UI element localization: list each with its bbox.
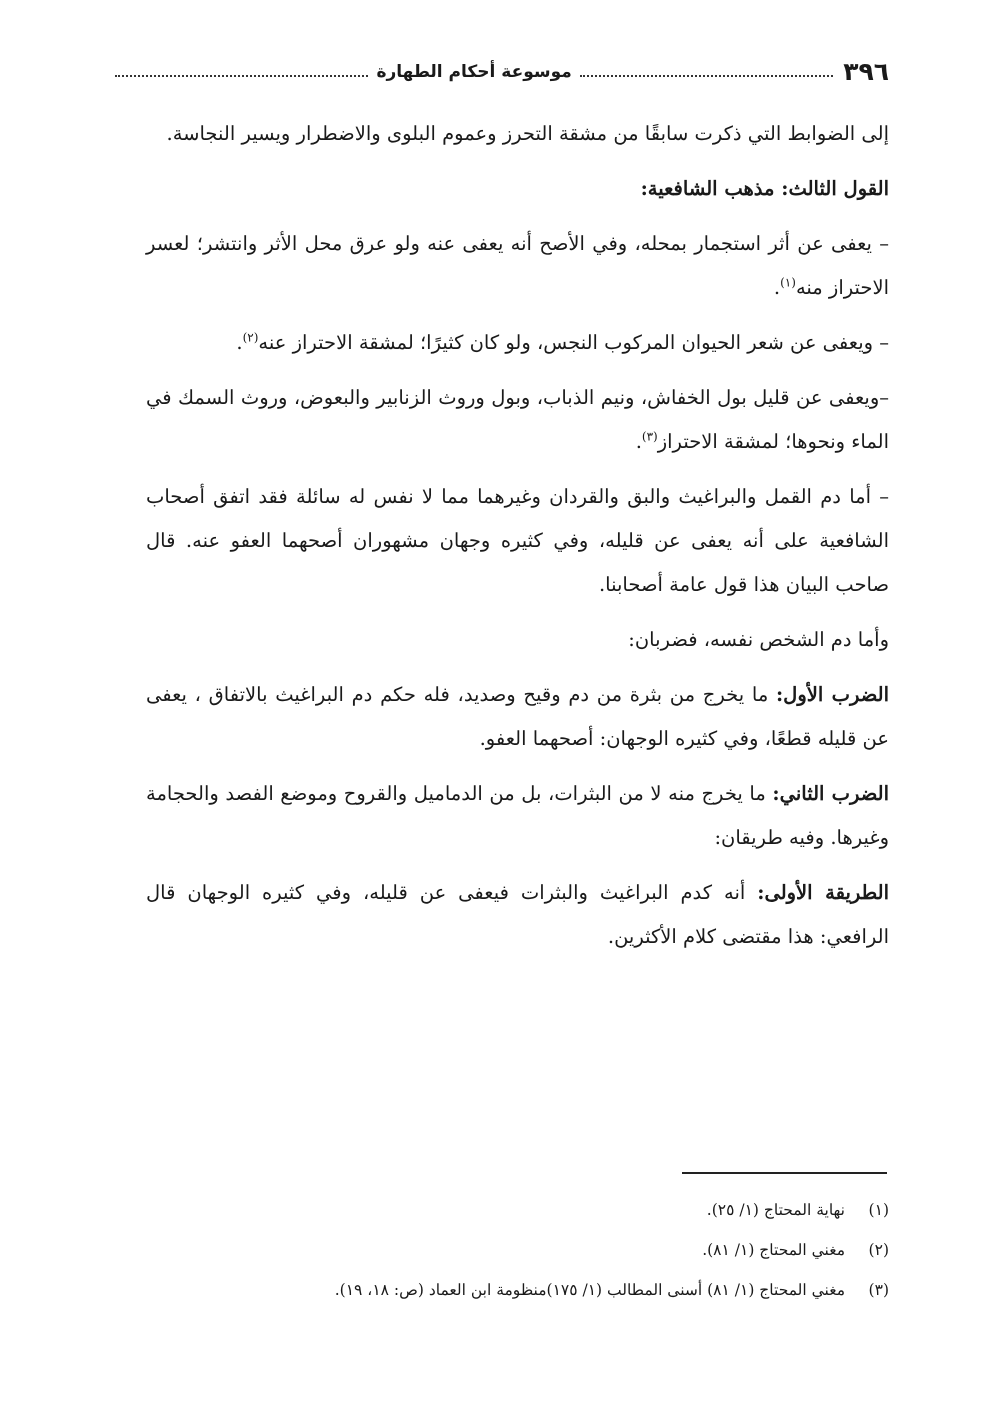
paragraph-lead: الضرب الأول: <box>775 683 889 706</box>
footnote-reference[interactable]: (١) <box>780 275 796 290</box>
paragraph <box>146 673 889 761</box>
paragraph <box>146 321 889 365</box>
paragraph <box>146 871 889 959</box>
paragraph-text: – أما دم القمل والبراغيث والبق والقردان وغيرهما مما لا نفس له سائلة فقد اتفق أصحاب الشافعية على أنه يعفى عن قليله، وفي كثيره وجهان مشهوران أصحهما العفو عنه. قال صاحب البيان هذا قول عامة أصحابنا. <box>146 485 889 596</box>
footnote <box>146 1190 889 1230</box>
paragraph <box>146 772 889 860</box>
section-heading <box>146 167 889 211</box>
header-title: موسوعة أحكام الطهارة <box>376 62 572 82</box>
header-dotted-leader <box>580 75 833 77</box>
footnote-text: مغني المحتاج (١/ ٨١) أسنى المطالب (١/ ١٧٥)منظومة ابن العماد (ص: ١٨، ١٩). <box>334 1281 845 1299</box>
running-header <box>115 52 889 92</box>
paragraph-text: ما يخرج منه لا من البثرات، بل من الدماميل والقروح وموضع الفصد والحجامة وغيرها. وفيه طريقان: <box>146 782 889 849</box>
heading-text: القول الثالث: مذهب الشافعية: <box>640 177 889 200</box>
paragraph-tail: . <box>635 430 642 453</box>
footnote-separator <box>682 1172 887 1174</box>
paragraph <box>146 222 889 310</box>
paragraph-text: إلى الضوابط التي ذكرت سابقًا من مشقة التحرز وعموم البلوى والاضطرار ويسير النجاسة. <box>166 122 889 145</box>
paragraph <box>146 475 889 607</box>
paragraph-lead: الطريقة الأولى: <box>757 881 889 904</box>
footnotes <box>146 1190 889 1310</box>
paragraph <box>146 112 889 156</box>
paragraph-lead: الضرب الثاني: <box>772 782 889 805</box>
paragraph-tail: . <box>773 276 781 299</box>
paragraph-text: –ويعفى عن قليل بول الخفاش، ونيم الذباب، وبول وروث الزنابير والبعوض، وروث السمك في الماء ونحوها؛ لمشقة الاحتراز <box>146 386 889 453</box>
paragraph-text: – ويعفى عن شعر الحيوان المركوب النجس، ولو كان كثيرًا؛ لمشقة الاحتراز عنه <box>258 331 889 354</box>
footnote <box>146 1230 889 1270</box>
paragraph <box>146 376 889 464</box>
paragraph-text: – يعفى عن أثر استجمار بمحله، وفي الأصح أنه يعفى عنه ولو عرق محل الأثر وانتشر؛ لعسر الاحتراز منه <box>146 232 889 299</box>
paragraph-text: وأما دم الشخص نفسه، فضربان: <box>628 628 889 651</box>
footnote-number: (٣) <box>868 1281 889 1299</box>
paragraph-tail: . <box>236 331 243 354</box>
header-dotted-leader <box>115 75 368 77</box>
footnote-number: (٢) <box>868 1241 889 1259</box>
footnote-reference[interactable]: (٣) <box>641 429 658 444</box>
footnote <box>146 1270 889 1310</box>
paragraph-text: أنه كدم البراغيث والبثرات فيعفى عن قليله، وفي كثيره الوجهان قال الرافعي: هذا مقتضى كلام الأكثرين. <box>146 881 889 948</box>
body-text <box>146 112 889 970</box>
page-number: ٣٩٦ <box>843 57 889 86</box>
footnote-text: نهاية المحتاج (١/ ٢٥). <box>706 1201 845 1219</box>
footnote-text: مغني المحتاج (١/ ٨١). <box>702 1241 845 1259</box>
footnote-reference[interactable]: (٢) <box>242 330 259 345</box>
paragraph-text: ما يخرج من بثرة من دم وقيح وصديد، فله حكم دم البراغيث بالاتفاق ، يعفى عن قليله قطعًا، وفي كثيره الوجهان: أصحهما العفو. <box>146 683 889 750</box>
paragraph <box>146 618 889 662</box>
footnote-number: (١) <box>868 1201 889 1219</box>
